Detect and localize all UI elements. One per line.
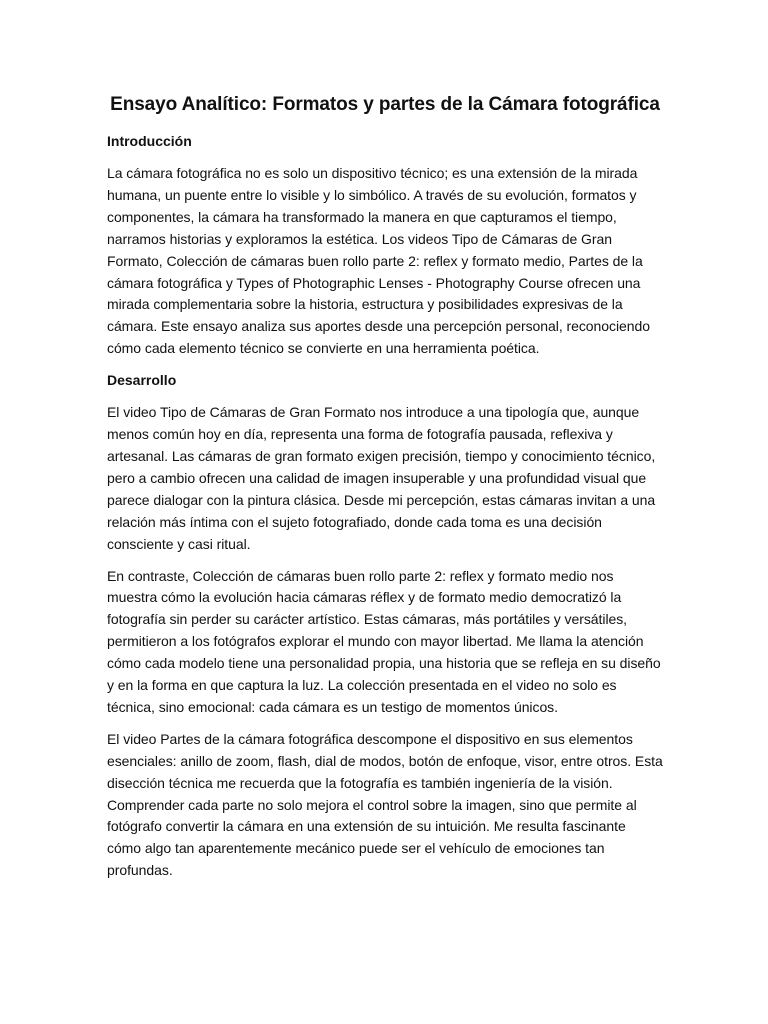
paragraph: La cámara fotográfica no es solo un dispositivo técnico; es una extensión de la mirada humana, un puente entre lo visible y lo simbólico. A través de su evolución, formatos y componentes, la cámara ha transformado la manera en que capturamos el tiempo, narramos historias y exploramos la estética. Los videos Tipo de Cámaras de Gran Formato, Colección de cámaras buen rollo parte 2: reflex y formato medio, Partes de la cámara fotográfica y Types of Photographic Lenses - Photography Course ofrecen una mirada complementaria sobre la historia, estructura y posibilidades expresivas de la cámara. Este ensayo analiza sus aportes desde una percepción personal, reconociendo cómo cada elemento técnico se convierte en una herramienta poética. (107, 165, 650, 357)
document-title: Ensayo Analítico: Formatos y partes de la Cámara fotográfica (110, 94, 660, 115)
section-heading: Desarrollo (107, 372, 177, 389)
section-introduccion (107, 131, 663, 360)
document-page (107, 92, 663, 892)
section-heading: Introducción (107, 133, 192, 149)
paragraph: En contraste, Colección de cámaras buen rollo parte 2: reflex y formato medio nos muestra cómo la evolución hacia cámaras réflex y de formato medio democratizó la fotografía sin perder su carácter artístico. Estas cámaras, más portátiles y versátiles, permitieron a los fotógrafos explorar el mundo con mayor libertad. Me llama la atención cómo cada modelo tiene una personalidad propia, una historia que se refleja en su diseño y en la forma en que captura la luz. La colección presentada en el video no solo es técnica, sino emocional: cada cámara es un testigo de momentos únicos. (107, 567, 661, 715)
paragraph: El video Partes de la cámara fotográfica descompone el dispositivo en sus elementos esenciales: anillo de zoom, flash, dial de modos, botón de enfoque, visor, entre otros. Esta disección técnica me recuerda que la fotografía es también ingeniería de la visión. Comprender cada parte no solo mejora el control sobre la imagen, sino que permite al fotógrafo convertir la cámara en una extensión de su intuición. Me resulta fascinante cómo algo tan aparentemente mecánico puede ser el vehículo de emociones tan profundas. (107, 730, 663, 879)
paragraph: El video Tipo de Cámaras de Gran Formato nos introduce a una tipología que, aunque menos común hoy en día, representa una forma de fotografía pausada, reflexiva y artesanal. Las cámaras de gran formato exigen precisión, tiempo y conocimiento técnico, pero a cambio ofrecen una calidad de imagen insuperable y una profundidad visual que parece dialogar con la pintura clásica. Desde mi percepción, estas cámaras invitan a una relación más íntima con el sujeto fotografiado, donde cada toma es una decisión consciente y casi ritual. (107, 404, 656, 552)
section-desarrollo (107, 370, 663, 882)
